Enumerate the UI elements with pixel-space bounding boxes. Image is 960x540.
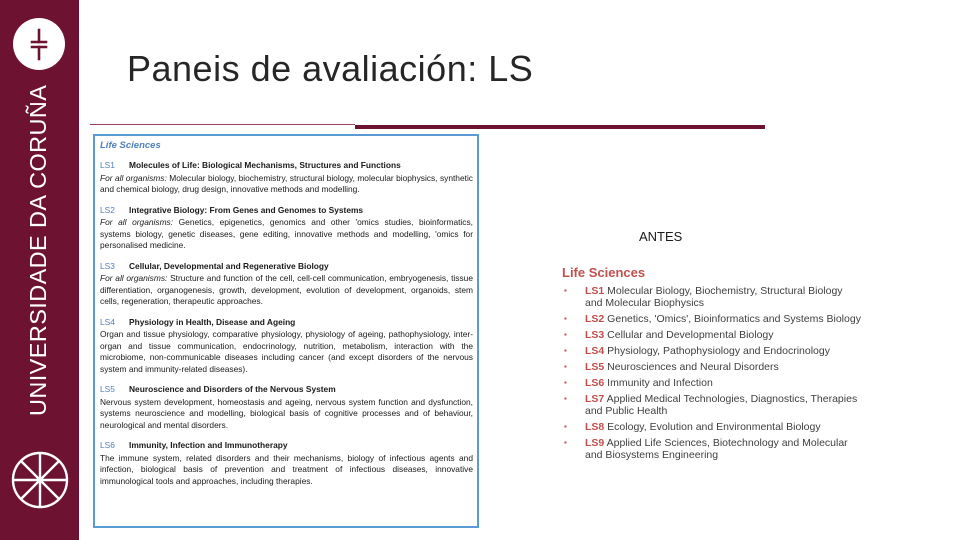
bullet-icon: ▪ [564,378,567,387]
panel-description [100,329,473,375]
panel-name: Neuroscience and Disorders of the Nervous System [129,384,336,394]
panel-header [100,317,473,329]
panel-header [100,160,473,172]
new-panels-heading: Life Sciences [100,140,161,151]
old-panel-text: Molecular Biology, Biochemistry, Structural Biology and Molecular Biophysics [585,285,843,309]
old-panel-item [562,377,862,389]
old-panels-heading: Life Sciences [562,265,646,280]
panel-description-lead: For all organisms: [100,172,167,183]
panel-description-text: Organ and tissue physiology, comparative physiology, physiology of ageing, pathophysiology, inter-organ and tissue communication, endocrinology, nutrition, metabolism, interaction with the microbiome, non-communicable diseases including cancer (and except disorders of the nervous system and immunity-related diseases). [100,329,473,374]
old-panel-text: Cellular and Developmental Biology [604,329,774,341]
bullet-icon: ▪ [564,314,567,323]
university-wordmark: UNIVERSIDADE DA CORUÑA [25,84,51,416]
title-rule [355,125,765,129]
old-panel-code: LS8 [585,421,605,433]
panel-description [100,397,473,432]
old-panel-code: LS2 [585,313,605,325]
panel-code: LS3 [100,260,115,271]
old-panel-item [562,361,862,373]
old-panels-items [562,285,862,461]
panel-block [100,160,473,196]
old-panel-item [562,345,862,357]
antes-label: ANTES [639,229,683,244]
panel-description-text: Structure and function of the cell, cell-cell communication, embryogenesis, tissue differentiation, organogenesis, growth, development, evolution of development, organoids, stem cells, regeneration, therapeutic approaches. [100,273,473,306]
old-panel-code: LS6 [585,377,605,389]
panel-description-lead: For all organisms: [100,273,168,283]
panel-code: LS4 [100,316,115,327]
bullet-icon: ▪ [564,330,567,339]
panel-name: Integrative Biology: From Genes and Genomes to Systems [129,204,364,215]
panel-header [100,440,473,452]
panel-code: LS6 [100,440,115,450]
panel-description [100,173,473,196]
panel-description-text: Genetics, epigenetics, genomics and other 'omics studies, bioinformatics, systems biology, genetic diseases, gene editing, innovative methods and modelling, 'omics for personalised medicine. [100,217,473,250]
bullet-icon: ▪ [564,362,567,371]
panel-header [100,384,473,396]
panel-header [100,205,473,217]
panel-description-text: Nervous system development, homeostasis and ageing, nervous system function and dysfunction, systems neuroscience and modelling, biological basis of cognitive processes and of behaviour, neurological and mental disorders. [100,396,473,430]
old-panel-text: Applied Medical Technologies, Diagnostics, Therapies and Public Health [585,393,858,417]
old-panel-code: LS9 [585,437,605,449]
old-panel-text: Applied Life Sciences, Biotechnology and Molecular and Biosystems Engineering [585,437,848,461]
old-panel-text: Genetics, 'Omics', Bioinformatics and Systems Biology [604,313,861,325]
panel-code: LS5 [100,384,115,394]
panel-block [100,384,473,431]
old-panel-code: LS1 [585,285,605,297]
old-panel-item [562,313,862,325]
bullet-icon: ▪ [564,422,567,431]
bullet-icon: ▪ [564,286,567,295]
slide-title: Paneis de avaliación: LS [127,48,534,89]
bullet-icon: ▪ [564,394,567,403]
old-panel-item [562,393,862,417]
old-panel-text: Ecology, Evolution and Environmental Biology [604,421,821,433]
old-panel-text: Physiology, Pathophysiology and Endocrinology [604,345,830,357]
old-panel-text: Immunity and Infection [604,377,713,389]
new-panels-list [100,160,473,487]
panel-name: Immunity, Infection and Immunotherapy [129,440,288,450]
old-panel-code: LS4 [585,345,605,357]
old-panel-code: LS3 [585,329,605,341]
panel-description [100,217,473,252]
title-rule-thin [90,124,355,125]
panel-code: LS1 [100,160,115,170]
new-panels-document [93,134,479,528]
udc-logo [13,18,65,70]
old-panel-item [562,285,862,309]
old-panel-code: LS7 [585,393,605,405]
panel-code: LS2 [100,204,115,215]
old-panel-code: LS5 [585,361,605,373]
old-panels-list [562,265,862,465]
bullet-icon: ▪ [564,438,567,447]
university-seal-icon [8,425,72,535]
panel-block [100,261,473,308]
old-panel-item [562,437,862,461]
old-panel-item [562,421,862,433]
panel-block [100,440,473,487]
panel-description-lead: For all organisms: [100,217,174,227]
panel-description-text: The immune system, related disorders and their mechanisms, biology of infectious agents and infection, biological basis of prevention and treatment of infectious diseases, innovative immunological tools and approaches, including therapies. [100,452,473,486]
panel-name: Cellular, Developmental and Regenerative Biology [129,260,329,271]
brand-sidebar [0,0,79,540]
udc-emblem-icon [13,18,65,70]
panel-name: Molecules of Life: Biological Mechanisms, Structures and Functions [129,160,401,170]
old-panel-item [562,329,862,341]
panel-header [100,261,473,273]
panel-description-text: Molecular biology, biochemistry, structural biology, molecular biophysics, synthetic and chemical biology, drug design, innovative methods and modelling. [100,172,473,194]
old-panel-text: Neurosciences and Neural Disorders [604,361,779,373]
panel-name: Physiology in Health, Disease and Ageing [129,316,296,327]
bullet-icon: ▪ [564,346,567,355]
panel-block [100,317,473,376]
panel-description [100,273,473,308]
panel-description [100,453,473,488]
panel-block [100,205,473,252]
